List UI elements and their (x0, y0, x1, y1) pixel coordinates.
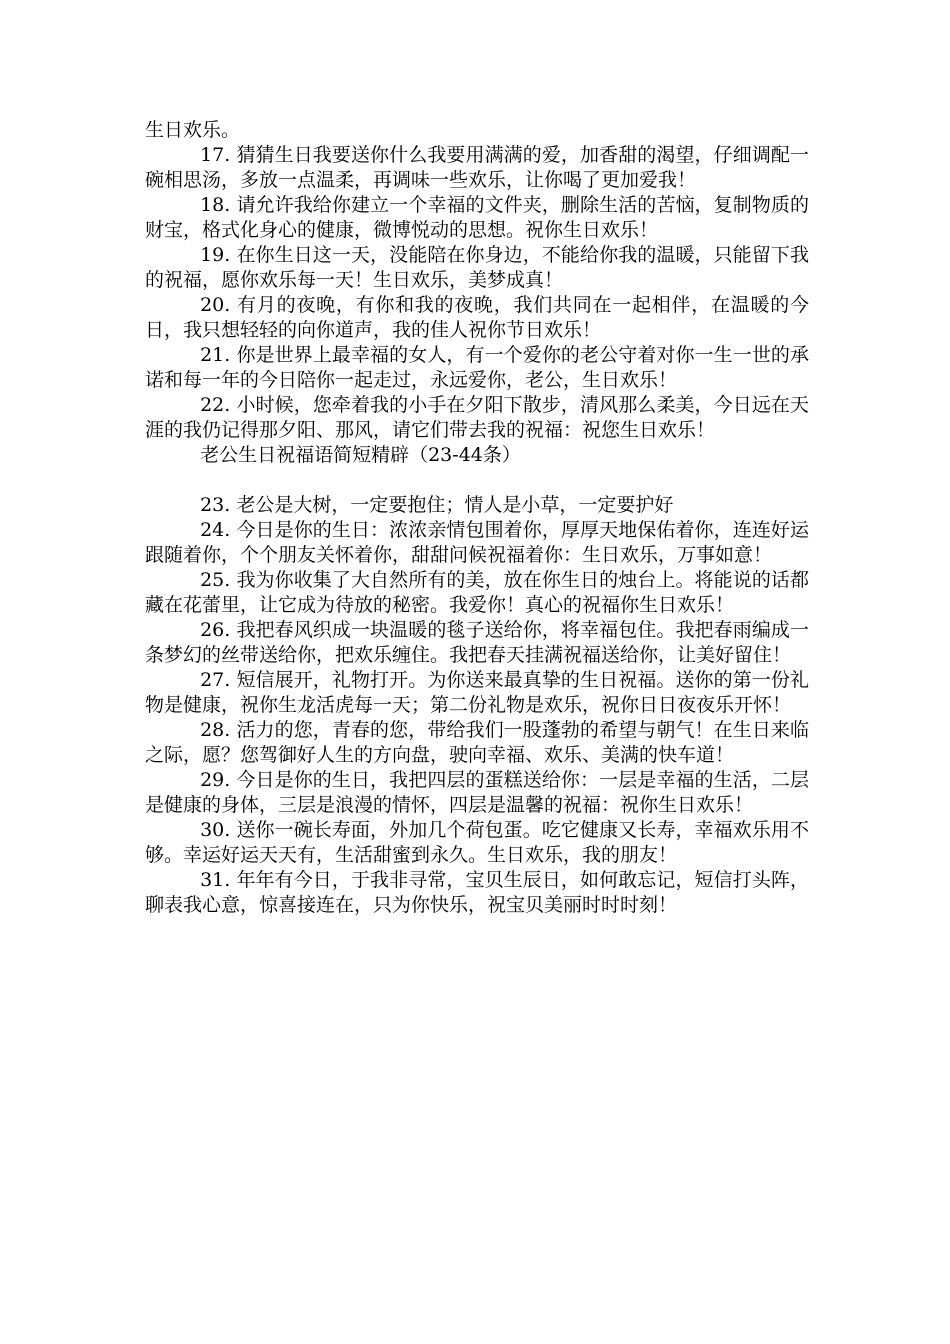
blank-line (145, 468, 809, 493)
paragraph-26: 26. 我把春风织成一块温暖的毯子送给你，将幸福包住。我把春雨编成一条梦幻的丝带送给你，把欢乐缠住。我把春天挂满祝福送给你，让美好留住！ (145, 619, 809, 666)
paragraph-18: 18. 请允许我给你建立一个幸福的文件夹，删除生活的苦恼，复制物质的财宝，格式化身心的健康，微博悦动的思想。祝你生日欢乐！ (145, 194, 809, 241)
paragraph-25: 25. 我为你收集了大自然所有的美，放在你生日的烛台上。将能说的话都藏在花蕾里，让它成为待放的秘密。我爱你！真心的祝福你生日欢乐！ (145, 569, 809, 616)
intro-fragment: 生日欢乐。 (145, 119, 241, 141)
paragraph-20: 20. 有月的夜晚，有你和我的夜晚，我们共同在一起相伴，在温暖的今日，我只想轻轻的向你道声，我的佳人祝你节日欢乐！ (145, 294, 809, 341)
paragraph-21: 21. 你是世界上最幸福的女人，有一个爱你的老公守着对你一生一世的承诺和每一年的今日陪你一起走过，永远爱你，老公，生日欢乐！ (145, 344, 809, 391)
paragraph-24: 24. 今日是你的生日：浓浓亲情包围着你，厚厚天地保佑着你，连连好运跟随着你，个个朋友关怀着你，甜甜问候祝福着你：生日欢乐，万事如意！ (145, 519, 809, 566)
paragraph-19: 19. 在你生日这一天，没能陪在你身边，不能给你我的温暖，只能留下我的祝福，愿你欢乐每一天！生日欢乐，美梦成真！ (145, 244, 809, 291)
paragraph-28: 28. 活力的您，青春的您，带给我们一股蓬勃的希望与朝气！在生日来临之际，愿？您驾御好人生的方向盘，驶向幸福、欢乐、美满的快车道！ (145, 719, 809, 766)
paragraph-29: 29. 今日是你的生日，我把四层的蛋糕送给你：一层是幸福的生活，二层是健康的身体，三层是浪漫的情怀，四层是温馨的祝福：祝你生日欢乐！ (145, 769, 809, 816)
paragraph-17: 17. 猜猜生日我要送你什么我要用满满的爱，加香甜的渴望，仔细调配一碗相思汤，多放一点温柔，再调味一些欢乐，让你喝了更加爱我！ (145, 144, 809, 191)
document-body (145, 118, 809, 918)
paragraph-30: 30. 送你一碗长寿面，外加几个荷包蛋。吃它健康又长寿，幸福欢乐用不够。幸运好运天天有，生活甜蜜到永久。生日欢乐，我的朋友！ (145, 819, 809, 866)
paragraph-22: 22. 小时候，您牵着我的小手在夕阳下散步，清风那么柔美，今日远在天涯的我仍记得那夕阳、那风，请它们带去我的祝福：祝您生日欢乐！ (145, 394, 809, 441)
paragraph-31: 31. 年年有今日，于我非寻常，宝贝生辰日，如何敢忘记，短信打头阵，聊表我心意，惊喜接连在，只为你快乐，祝宝贝美丽时时时刻！ (145, 869, 809, 916)
paragraph-27: 27. 短信展开，礼物打开。为你送来最真挚的生日祝福。送你的第一份礼物是健康，祝你生龙活虎每一天；第二份礼物是欢乐，祝你日日夜夜乐开怀！ (145, 669, 809, 716)
section-heading: 老公生日祝福语简短精辟（23-44条） (200, 444, 521, 466)
paragraph-23: 23. 老公是大树，一定要抱住；情人是小草，一定要护好 (200, 494, 674, 516)
